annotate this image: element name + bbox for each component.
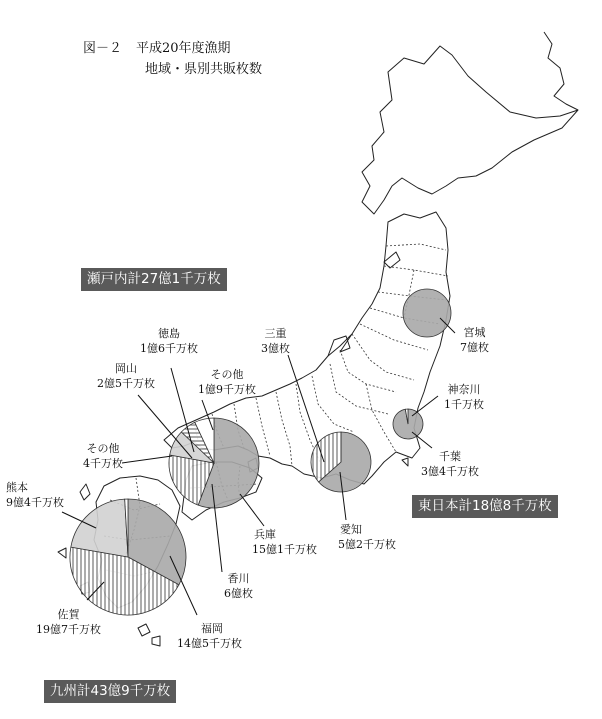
leader-mie xyxy=(288,355,324,462)
region-total-higashi-nihon: 東日本計18億8千万枚 xyxy=(412,495,558,518)
leader-kanagawa xyxy=(412,396,438,416)
setouchi-pie xyxy=(169,418,259,508)
label-aichi: 愛知 5億2千万枚 xyxy=(338,523,396,551)
sado-island xyxy=(384,252,400,268)
kyushu-south-island-1 xyxy=(138,624,150,636)
leader-hyogo xyxy=(240,494,264,526)
label-mie: 三重 3億枚 xyxy=(261,327,290,355)
label-miyagi: 宮城 7億枚 xyxy=(460,326,489,354)
chiba-kanagawa-pie xyxy=(393,409,423,439)
pie-slice-kumamoto xyxy=(71,499,128,557)
label-hyogo: 兵庫 15億1千万枚 xyxy=(252,528,317,556)
leader-okayama xyxy=(138,395,192,458)
miyagi-pie xyxy=(403,289,451,337)
goto-island-1 xyxy=(58,548,66,558)
region-total-setouchi: 瀬戸内計27億1千万枚 xyxy=(81,268,227,291)
title-line2: 地域・県別共販枚数 xyxy=(145,62,263,77)
label-fukuoka: 福岡 14億5千万枚 xyxy=(177,622,242,650)
leader-sonota-kyushu xyxy=(122,456,172,463)
kyushu-pie xyxy=(70,499,186,615)
label-kumamoto: 熊本 9億4千万枚 xyxy=(6,481,64,509)
label-okayama: 岡山 2億5千万枚 xyxy=(97,362,155,390)
kyushu-south-island-2 xyxy=(152,636,160,646)
label-chiba: 千葉 3億4千万枚 xyxy=(421,450,479,478)
region-total-kyushu: 九州計43億9千万枚 xyxy=(44,680,176,703)
label-saga: 佐賀 19億7千万枚 xyxy=(36,608,101,636)
title-line1: 平成20年度漁期 xyxy=(136,41,231,56)
pie-slice-miyagi xyxy=(403,289,451,337)
hokkaido-outline xyxy=(362,46,578,214)
label-kanagawa: 神奈川 1千万枚 xyxy=(444,383,484,411)
izu-island xyxy=(402,458,408,466)
label-tokushima: 徳島 1億6千万枚 xyxy=(140,327,198,355)
label-kagawa: 香川 6億枚 xyxy=(224,572,253,600)
tsushima-island xyxy=(80,484,90,500)
hokkaido-cape xyxy=(544,32,578,110)
figure-number: 図－２ xyxy=(83,41,123,56)
label-sonota-setouchi: その他 1億9千万枚 xyxy=(198,368,256,396)
label-sonota-kyushu: その他 4千万枚 xyxy=(83,442,123,470)
leader-chiba xyxy=(412,432,432,448)
